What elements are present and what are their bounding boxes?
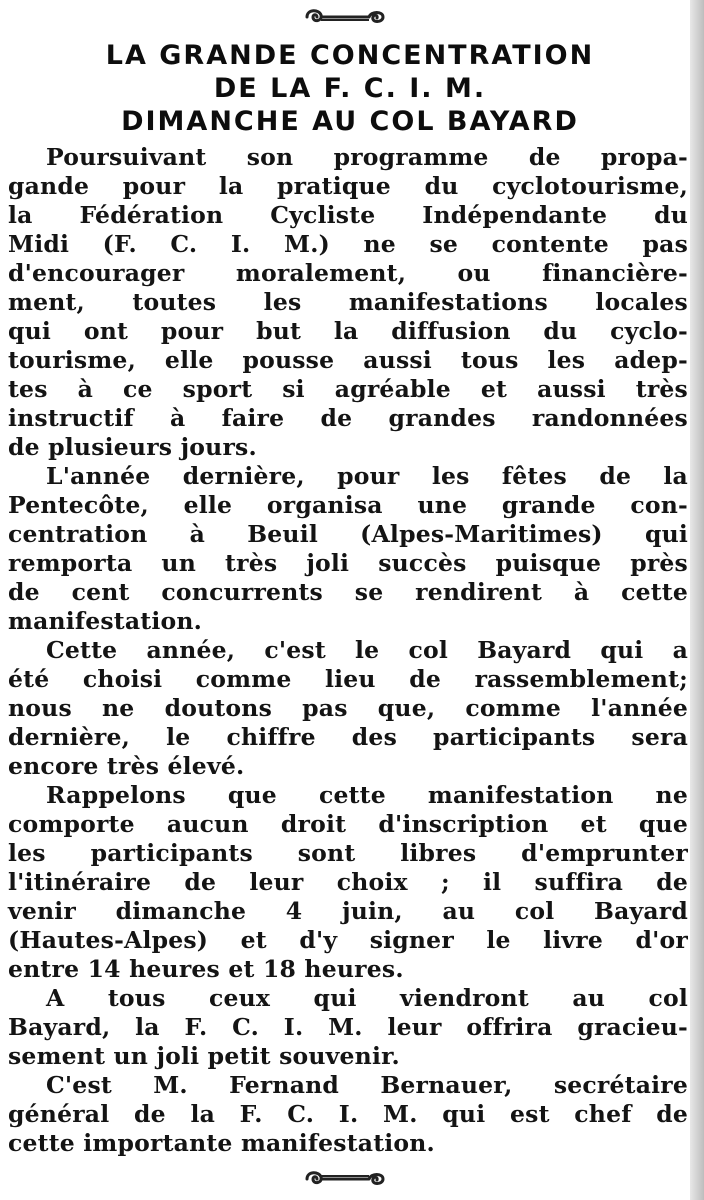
bottom-scroll-ornament-icon [0, 1166, 690, 1192]
body-line: général de la F. C. I. M. qui est chef de [8, 1100, 688, 1128]
body-line: instructif à faire de grandes randonnées [8, 404, 688, 432]
body-line: nous ne doutons pas que, comme l'année [8, 694, 688, 722]
body-line: manifestation. [8, 607, 203, 635]
body-line: entre 14 heures et 18 heures. [8, 955, 404, 983]
body-line: de plusieurs jours. [8, 433, 257, 461]
body-line: Midi (F. C. I. M.) ne se contente pas [8, 230, 688, 258]
body-line: cette importante manifestation. [8, 1129, 435, 1157]
top-scroll-ornament-icon [0, 4, 690, 30]
body-line: centration à Beuil (Alpes-Maritimes) qui [8, 520, 688, 548]
body-line: gande pour la pratique du cyclotourisme, [8, 172, 688, 200]
body-line: venir dimanche 4 juin, au col Bayard [8, 897, 688, 925]
body-line: Bayard, la F. C. I. M. leur offrira gracieu- [8, 1013, 688, 1041]
body-line: les participants sont libres d'emprunter [8, 839, 688, 867]
headline-line-1: LA GRANDE CONCENTRATION [105, 40, 595, 71]
body-line: Poursuivant son programme de propa- [46, 143, 688, 171]
body-line: encore très élevé. [8, 752, 245, 780]
headline-line-2: DE LA F. C. I. M. [213, 73, 487, 104]
body-line: Rappelons que cette manifestation ne [46, 781, 688, 809]
body-line: tourisme, elle pousse aussi tous les adep- [8, 346, 688, 374]
body-line: dernière, le chiffre des participants sera [8, 723, 688, 751]
body-line: C'est M. Fernand Bernauer, secrétaire [46, 1071, 688, 1099]
body-line: Cette année, c'est le col Bayard qui a [46, 636, 688, 664]
body-line: ment, toutes les manifestations locales [8, 288, 688, 316]
body-line: (Hautes-Alpes) et d'y signer le livre d'or [8, 926, 688, 954]
body-line: d'encourager moralement, ou financière- [8, 259, 688, 287]
body-line: de cent concurrents se rendirent à cette [8, 578, 688, 606]
body-line: A tous ceux qui viendront au col [46, 984, 688, 1012]
body-line: comporte aucun droit d'inscription et que [8, 810, 688, 838]
body-line: l'itinéraire de leur choix ; il suffira de [8, 868, 688, 896]
headline-line-3: DIMANCHE AU COL BAYARD [121, 106, 579, 137]
body-line: Pentecôte, elle organisa une grande con- [8, 491, 688, 519]
body-line: été choisi comme lieu de rassemblement; [8, 665, 688, 693]
body-line: tes à ce sport si agréable et aussi très [8, 375, 688, 403]
body-line: remporta un très joli succès puisque près [8, 549, 688, 577]
body-line: la Fédération Cycliste Indépendante du [8, 201, 688, 229]
body-line: sement un joli petit souvenir. [8, 1042, 400, 1070]
page-edge-shadow [690, 0, 704, 1200]
body-line: L'année dernière, pour les fêtes de la [46, 462, 688, 490]
body-line: qui ont pour but la diffusion du cyclo- [8, 317, 688, 345]
